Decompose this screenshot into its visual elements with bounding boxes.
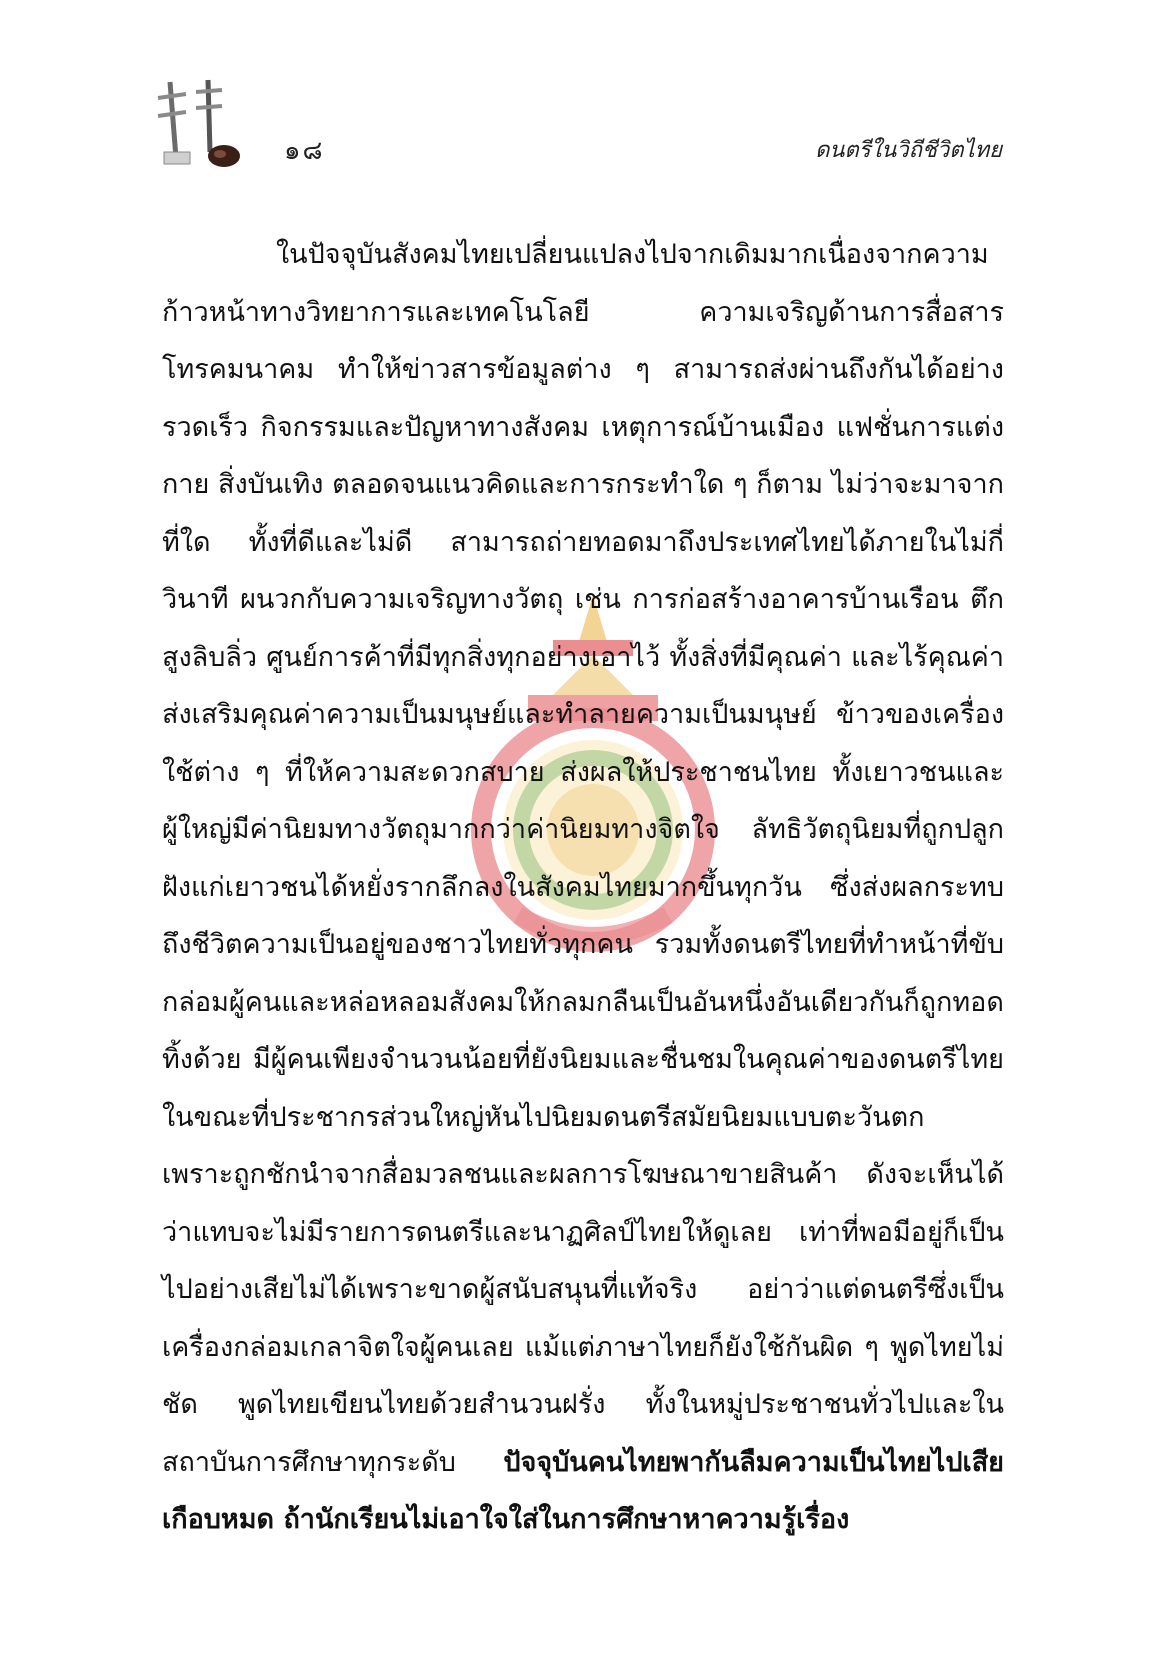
body-bold-text: ปัจจุบันคนไทยพากันลืมความเป็นไทยไปเสียเกือบหมด ถ้านักเรียนไม่เอาใจใส่ในการศึกษาหาความรู้เรื่อง	[162, 1446, 1004, 1535]
thai-string-instrument-icon	[152, 78, 248, 170]
page-number: ๑๘	[284, 136, 325, 166]
body-paragraph	[162, 226, 1004, 1549]
body-text	[162, 226, 1004, 1549]
running-title: ดนตรีในวิถีชีวิตไทย	[815, 138, 1002, 163]
body-regular-text: ในปัจจุบันสังคมไทยเปลี่ยนแปลงไปจากเดิมมากเนื่องจากความก้าวหน้าทางวิทยาการและเทคโนโลยี ความเจริญด้านการสื่อสารโทรคมนาคม ทำให้ข่าวสารข้อมูลต่าง ๆ สามารถส่งผ่านถึงกันได้อย่างรวดเร็ว กิจกรรมและปัญหาทางสังคม เหตุการณ์บ้านเมือง แฟชั่นการแต่งกาย สิ่งบันเทิง ตลอดจนแนวคิดและการกระทำใด ๆ ก็ตาม ไม่ว่าจะมาจากที่ใด ทั้งที่ดีและไม่ดี สามารถถ่ายทอดมาถึงประเทศไทยได้ภายในไม่กี่วินาที ผนวกกับความเจริญทางวัตถุ เช่น การก่อสร้างอาคารบ้านเรือน ตึกสูงลิบลิ่ว ศูนย์การค้าที่มีทุกสิ่งทุกอย่างเอาไว้ ทั้งสิ่งที่มีคุณค่า และไร้คุณค่า ส่งเสริมคุณค่าความเป็นมนุษย์และทำลายความเป็นมนุษย์ ข้าวของเครื่องใช้ต่าง ๆ ที่ให้ความสะดวกสบาย ส่งผลให้ประชาชนไทย ทั้งเยาวชนและผู้ใหญ่มีค่านิยมทางวัตถุมากกว่าค่านิยมทางจิตใจ ลัทธิวัตถุนิยมที่ถูกปลูกฝังแก่เยาวชนได้หยั่งรากลึกลงในสังคมไทยมากขึ้นทุกวัน ซึ่งส่งผลกระทบถึงชีวิตความเป็นอยู่ของชาวไทยทั่วทุกคน รวมทั้งดนตรีไทยที่ทำหน้าที่ขับกล่อมผู้คนและหล่อหลอมสังคมให้กลมกลืนเป็นอันหนึ่งอันเดียวกันก็ถูกทอดทิ้งด้วย มีผู้คนเพียงจำนวนน้อยที่ยังนิยมและชื่นชมในคุณค่าของดนตรีไทย ในขณะที่ประชากรส่วนใหญ่หันไปนิยมดนตรีสมัยนิยมแบบตะวันตก เพราะถูกชักนำจากสื่อมวลชนและผลการโฆษณาขายสินค้า ดังจะเห็นได้ว่าแทบจะไม่มีรายการดนตรีและนาฏศิลป์ไทยให้ดูเลย เท่าที่พอมีอยู่ก็เป็นไปอย่างเสียไม่ได้เพราะขาดผู้สนับสนุนที่แท้จริง อย่าว่าแต่ดนตรีซึ่งเป็นเครื่องกล่อมเกลาจิตใจผู้คนเลย แม้แต่ภาษาไทยก็ยังใช้กันผิด ๆ พูดไทยไม่ชัด พูดไทยเขียนไทยด้วยสำนวนฝรั่ง ทั้งในหมู่ประชาชนทั่วไปและในสถาบันการศึกษาทุกระดับ	[162, 239, 1004, 1478]
